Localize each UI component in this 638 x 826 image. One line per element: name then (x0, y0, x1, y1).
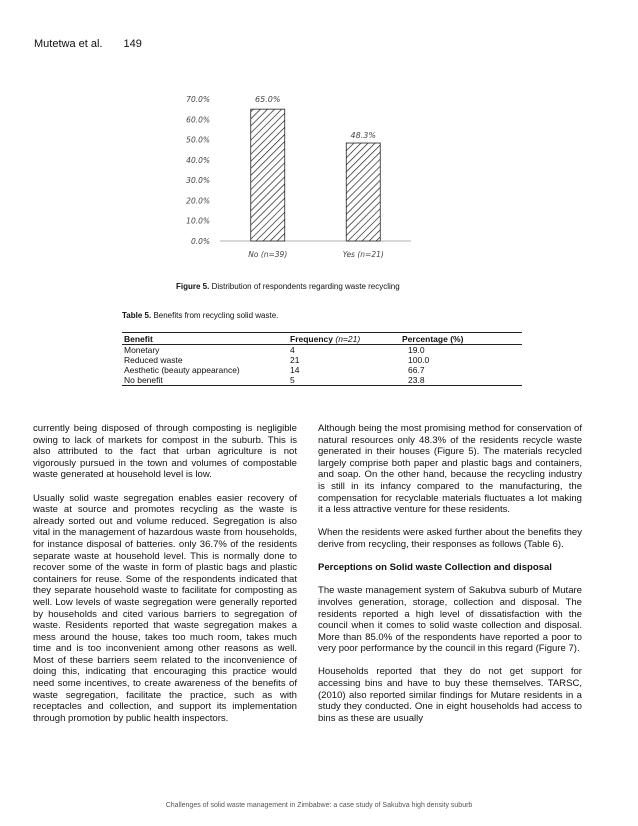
y-tick-label: 60.0% (186, 115, 210, 125)
table-row (122, 355, 522, 365)
right-text-column (318, 423, 582, 736)
table-row (122, 365, 522, 375)
cell-benefit: No benefit (122, 375, 288, 386)
table-caption (122, 311, 278, 320)
table-row (122, 345, 522, 356)
section-heading: Perceptions on Solid waste Collection and disposal (318, 562, 552, 574)
y-tick-label: 20.0% (186, 196, 210, 206)
y-tick-label: 30.0% (186, 176, 210, 186)
benefits-table (122, 332, 522, 386)
figure-caption-text: Distribution of respondents regarding waste recycling (211, 282, 400, 291)
header-frequency (288, 333, 400, 345)
cell-benefit: Aesthetic (beauty appearance) (124, 365, 240, 375)
cell-frequency: 5 (288, 375, 400, 386)
header-frequency-n: (n=21) (335, 333, 361, 344)
y-tick-label: 0.0% (190, 237, 210, 246)
paragraph: currently being disposed of through composting is negligible owing to lack of markets for compost in the suburb. This is also attributed to the fact that urban agriculture is not vigorously pursued in the town and volumes of compostable waste generated at household level is low. (33, 423, 297, 481)
cell-frequency: 21 (290, 355, 300, 365)
table-header-row (122, 333, 522, 345)
bar-chart-svg (176, 80, 416, 270)
data-label: 48.3% (350, 131, 376, 141)
x-tick-label: No (n=39) (248, 250, 288, 259)
header-percentage: Percentage (%) (400, 333, 522, 345)
y-tick-label: 50.0% (186, 135, 210, 145)
figure-caption (176, 282, 476, 291)
paragraph: Usually solid waste segregation enables easier recovery of waste at source and promotes recycling as the waste is already sorted out and volume reduced. Segregation is also vital in the management of hazardous waste from households, for instance disposal of batteries. only 36.7% of the residents separate waste at household level. This is normally done to recover some of the waste in form of plastic bags and plastic containers for reuse. Some of the respondents indicated that they separate household waste to facilitate for composting as well. Low levels of waste segregation were generally reported by households and cited various barriers to segregation of waste. Residents reported that waste segregation makes a mess around the house, takes too much room, takes much time and is too inconvenient among other reasons as well. Most of these barriers seem related to the inconvenience of doing this, indicating that encouraging this practice would need some incentives, to create awareness of the benefits of waste segregation, facilitate the practice, such as with receptacles and collection, and support its implementation through promotion by public health inspectors. (33, 492, 297, 724)
cell-benefit: Reduced waste (124, 355, 183, 365)
header-benefit: Benefit (122, 333, 288, 345)
running-footer: Challenges of solid waste management in Zimbabwe: a case study of Sakubva high density suburb (165, 802, 473, 809)
y-tick-label: 70.0% (186, 95, 210, 104)
header-authors: Mutetwa et al. (34, 38, 103, 50)
header-frequency-label: Frequency (290, 333, 333, 344)
data-label: 65.0% (255, 95, 281, 105)
paragraph: When the residents were asked further about the benefits they derive from recycling, their responses as follows (Table 6). (318, 527, 582, 550)
cell-percentage: 23.8 (400, 375, 522, 386)
cell-benefit: Monetary (124, 345, 160, 355)
cell-percentage: 19.0 (408, 345, 425, 355)
y-tick-label: 10.0% (186, 216, 210, 226)
figure-label: Figure 5. (176, 282, 210, 291)
running-header (34, 38, 160, 50)
y-tick-label: 40.0% (186, 155, 210, 165)
cell-percentage: 100.0 (408, 355, 430, 365)
bar-no (251, 109, 285, 241)
table-label: Table 5. (122, 311, 152, 320)
cell-frequency: 4 (290, 345, 295, 355)
x-tick-label: Yes (n=21) (342, 250, 384, 259)
left-text-column (33, 423, 297, 736)
header-page-number: 149 (123, 38, 142, 50)
bar-yes (346, 143, 380, 241)
figure-5-chart (176, 80, 416, 270)
paragraph: Households reported that they do not get support for accessing bins and have to buy these themselves. TARSC, (2010) also reported similar findings for Mutare residents in a study they conducted. One in eight households had access to bins as these are usually (318, 666, 582, 724)
table-caption-text: Benefits from recycling solid waste. (153, 311, 279, 320)
cell-percentage: 66.7 (408, 365, 425, 375)
table-row (122, 375, 522, 386)
cell-frequency: 14 (290, 365, 300, 375)
paragraph: The waste management system of Sakubva suburb of Mutare involves generation, storage, collection and disposal. The residents reported a high level of dissatisfaction with the council when it comes to solid waste collection and disposal. More than 85.0% of the respondents have reported a poor to very poor performance by the council in this regard (Figure 7). (318, 585, 582, 655)
paragraph: Although being the most promising method for conservation of natural resources only 48.3% of the residents recycle waste generated in their houses (Figure 5). The materials recycled largely comprise both paper and plastic bags and containers, and soap. On the other hand, because the recycling industry is still in its infancy compared to the manufacturing, the compensation for recyclable materials fluctuates a lot making it a less attractive venture for these residents. (318, 423, 582, 516)
